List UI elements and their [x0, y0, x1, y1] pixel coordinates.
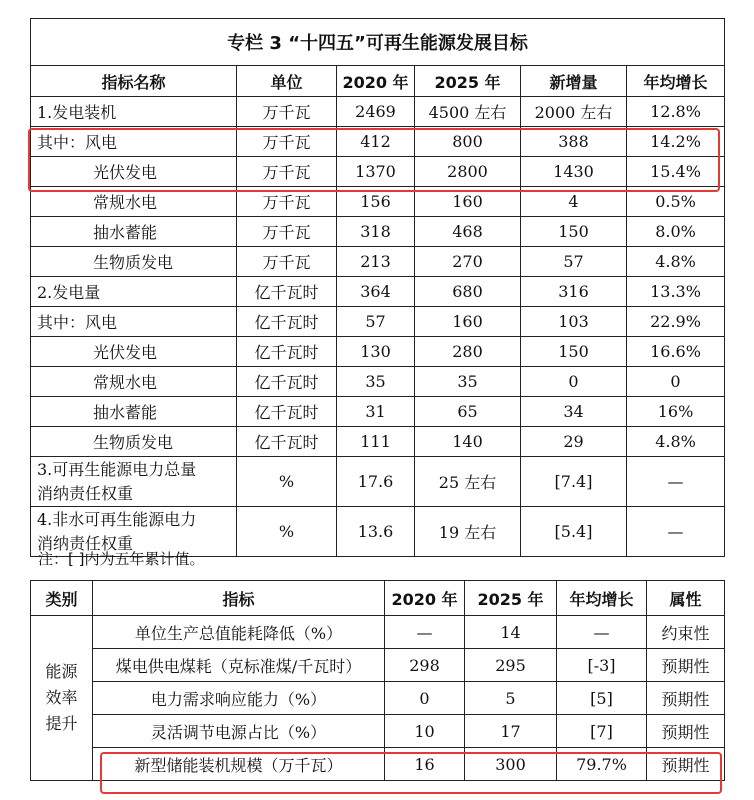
row-2025: 17: [465, 715, 557, 748]
header-increase: 新增量: [521, 66, 627, 97]
row-2020: 364: [337, 277, 415, 307]
header-unit: 单位: [237, 66, 337, 97]
row-growth: 0: [627, 367, 725, 397]
row-2025: 160: [415, 307, 521, 337]
row-2020: 2469: [337, 97, 415, 127]
row-name-line1: 3.可再生能源电力总量: [37, 459, 197, 479]
row-growth: 13.3%: [627, 277, 725, 307]
table-row: [31, 457, 725, 507]
table-row: [31, 616, 725, 649]
header-2025: 2025 年: [415, 66, 521, 97]
row-unit: 万千瓦: [237, 127, 337, 157]
table-row: [31, 397, 725, 427]
row-2020: 31: [337, 397, 415, 427]
header-growth: 年均增长: [627, 66, 725, 97]
row-increase: 316: [521, 277, 627, 307]
row-2025: 65: [415, 397, 521, 427]
category-line3: 提升: [45, 714, 78, 733]
row-unit: 万千瓦: [237, 187, 337, 217]
row-unit: 亿千瓦时: [237, 427, 337, 457]
category-line2: 效率: [45, 688, 78, 707]
row-2025: 800: [415, 127, 521, 157]
row-increase: [7.4]: [521, 457, 627, 507]
header-attribute: 属性: [647, 581, 725, 616]
row-growth: 16%: [627, 397, 725, 427]
row-2020: 16: [385, 748, 465, 781]
energy-efficiency-table: [30, 580, 725, 781]
row-2025: 140: [415, 427, 521, 457]
row-unit: 亿千瓦时: [237, 367, 337, 397]
row-increase: 103: [521, 307, 627, 337]
row-growth: [7]: [557, 715, 647, 748]
category-line1: 能源: [45, 662, 78, 681]
row-name-line2: 消纳责任权重: [37, 533, 134, 553]
table-row: [31, 127, 725, 157]
row-increase: 34: [521, 397, 627, 427]
row-growth: —: [627, 507, 725, 557]
row-increase: 29: [521, 427, 627, 457]
row-2020: 35: [337, 367, 415, 397]
row-name: 其中：风电: [31, 307, 237, 337]
table-header-row: [31, 66, 725, 97]
table-row: [31, 247, 725, 277]
row-unit: 亿千瓦时: [237, 337, 337, 367]
row-attribute: 预期性: [647, 682, 725, 715]
row-increase: 388: [521, 127, 627, 157]
row-name: 2.发电量: [31, 277, 237, 307]
row-increase: 2000 左右: [521, 97, 627, 127]
row-2025: 300: [465, 748, 557, 781]
row-growth: 14.2%: [627, 127, 725, 157]
table-row: [31, 427, 725, 457]
row-increase: 150: [521, 337, 627, 367]
row-unit: %: [237, 507, 337, 557]
row-2020: 298: [385, 649, 465, 682]
row-2025: 2800: [415, 157, 521, 187]
table-row: [31, 682, 725, 715]
row-growth: 79.7%: [557, 748, 647, 781]
row-growth: 12.8%: [627, 97, 725, 127]
table-row: [31, 715, 725, 748]
table-row: [31, 97, 725, 127]
row-attribute: 预期性: [647, 649, 725, 682]
row-name-line2: 消纳责任权重: [37, 483, 134, 503]
row-growth: 8.0%: [627, 217, 725, 247]
header-growth: 年均增长: [557, 581, 647, 616]
row-indicator: 灵活调节电源占比（%）: [93, 715, 385, 748]
row-2020: 412: [337, 127, 415, 157]
row-attribute: 约束性: [647, 616, 725, 649]
table-row: [31, 277, 725, 307]
row-attribute: 预期性: [647, 715, 725, 748]
row-2025: 270: [415, 247, 521, 277]
row-2025: 680: [415, 277, 521, 307]
row-unit: %: [237, 457, 337, 507]
row-growth: 4.8%: [627, 427, 725, 457]
row-indicator: 电力需求响应能力（%）: [93, 682, 385, 715]
row-growth: 22.9%: [627, 307, 725, 337]
table-row: [31, 649, 725, 682]
row-2020: 1370: [337, 157, 415, 187]
row-2020: 111: [337, 427, 415, 457]
row-increase: [5.4]: [521, 507, 627, 557]
row-indicator: 新型储能装机规模（万千瓦）: [93, 748, 385, 781]
row-name: 其中：风电: [31, 127, 237, 157]
row-2025: 4500 左右: [415, 97, 521, 127]
row-name-line1: 4.非水可再生能源电力: [37, 509, 197, 529]
row-2025: 14: [465, 616, 557, 649]
table-row: [31, 217, 725, 247]
row-name: 抽水蓄能: [31, 217, 237, 247]
row-2025: 5: [465, 682, 557, 715]
table-header-row: [31, 581, 725, 616]
table-row: [31, 337, 725, 367]
row-indicator: 单位生产总值能耗降低（%）: [93, 616, 385, 649]
row-unit: 万千瓦: [237, 247, 337, 277]
row-name: 光伏发电: [31, 157, 237, 187]
row-increase: 1430: [521, 157, 627, 187]
row-growth: [-3]: [557, 649, 647, 682]
row-2020: 0: [385, 682, 465, 715]
row-2025: 295: [465, 649, 557, 682]
table-row: [31, 748, 725, 781]
row-2020: 57: [337, 307, 415, 337]
table-row: [31, 367, 725, 397]
row-growth: 0.5%: [627, 187, 725, 217]
table-row: [31, 157, 725, 187]
row-name: 生物质发电: [31, 427, 237, 457]
row-2020: 13.6: [337, 507, 415, 557]
row-unit: 万千瓦: [237, 157, 337, 187]
row-unit: 亿千瓦时: [237, 307, 337, 337]
table-note: 注：[ ]内为五年累计值。: [38, 550, 205, 568]
row-2020: —: [385, 616, 465, 649]
row-unit: 万千瓦: [237, 217, 337, 247]
header-2020: 2020 年: [385, 581, 465, 616]
row-growth: 15.4%: [627, 157, 725, 187]
header-2025: 2025 年: [465, 581, 557, 616]
row-unit: 亿千瓦时: [237, 397, 337, 427]
row-2025: 25 左右: [415, 457, 521, 507]
row-name: [31, 457, 237, 507]
row-2025: 160: [415, 187, 521, 217]
row-increase: 0: [521, 367, 627, 397]
row-unit: 万千瓦: [237, 97, 337, 127]
row-increase: 4: [521, 187, 627, 217]
table-title: 专栏 3 “十四五”可再生能源发展目标: [31, 19, 725, 66]
row-increase: 57: [521, 247, 627, 277]
row-growth: 16.6%: [627, 337, 725, 367]
header-category: 类别: [31, 581, 93, 616]
table-row: [31, 307, 725, 337]
row-name: 1.发电装机: [31, 97, 237, 127]
row-name: 生物质发电: [31, 247, 237, 277]
row-name: 常规水电: [31, 367, 237, 397]
row-name: 抽水蓄能: [31, 397, 237, 427]
renewable-targets-table: [30, 18, 725, 557]
category-cell: [31, 616, 93, 781]
row-attribute: 预期性: [647, 748, 725, 781]
row-growth: [5]: [557, 682, 647, 715]
row-2025: 35: [415, 367, 521, 397]
row-indicator: 煤电供电煤耗（克标准煤/千瓦时）: [93, 649, 385, 682]
row-2020: 130: [337, 337, 415, 367]
row-2020: 10: [385, 715, 465, 748]
header-2020: 2020 年: [337, 66, 415, 97]
row-increase: 150: [521, 217, 627, 247]
row-2020: 318: [337, 217, 415, 247]
row-2020: 213: [337, 247, 415, 277]
header-indicator: 指标名称: [31, 66, 237, 97]
row-growth: —: [627, 457, 725, 507]
row-name: 光伏发电: [31, 337, 237, 367]
table-row: [31, 187, 725, 217]
header-indicator: 指标: [93, 581, 385, 616]
row-2020: 17.6: [337, 457, 415, 507]
row-2025: 280: [415, 337, 521, 367]
row-2020: 156: [337, 187, 415, 217]
row-name: 常规水电: [31, 187, 237, 217]
row-2025: 468: [415, 217, 521, 247]
row-growth: —: [557, 616, 647, 649]
row-unit: 亿千瓦时: [237, 277, 337, 307]
row-2025: 19 左右: [415, 507, 521, 557]
row-growth: 4.8%: [627, 247, 725, 277]
